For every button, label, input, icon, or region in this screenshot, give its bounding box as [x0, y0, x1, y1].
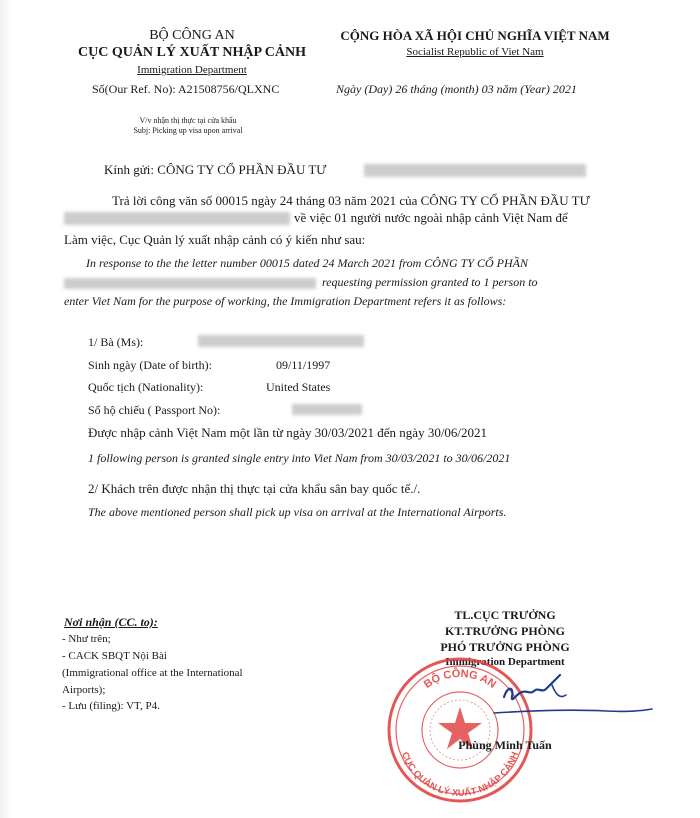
body-en-line1: In response to the the letter number 00015 dated 24 March 2021 from CÔNG TY CỔ PHẦN	[86, 256, 528, 270]
department-name-en: Immigration Department	[137, 64, 247, 76]
body-vn-line2: về việc 01 người nước ngoài nhập cảnh Việt Nam để	[294, 210, 568, 225]
recipient-line-5: - Lưu (filing): VT, P4.	[62, 700, 160, 712]
body-en-line3: enter Viet Nam for the purpose of working, the Immigration Department refers it as follows:	[64, 294, 507, 308]
document-date: Ngày (Day) 26 tháng (month) 03 năm (Year) 2021	[336, 82, 577, 96]
passport-label: Số hộ chiếu ( Passport No):	[88, 403, 221, 417]
visa-note-en: The above mentioned person shall pick up visa on arrival at the International Airports.	[88, 505, 507, 519]
name-label: 1/ Bà (Ms):	[88, 335, 144, 349]
subject-en: Subj: Picking up visa upon arrival	[133, 126, 243, 135]
body-vn-line1: Trả lời công văn số 00015 ngày 24 tháng 03 năm 2021 của CÔNG TY CỔ PHẦN ĐẦU TƯ	[112, 193, 590, 208]
handwritten-signature	[486, 665, 656, 740]
recipient-line-2: - CACK SBQT Nội Bài	[62, 650, 167, 662]
redacted-company-name-2	[64, 212, 290, 225]
recipients-title: Nơi nhận (CC. to):	[64, 615, 158, 629]
body-en-line2: requesting permission granted to 1 person to	[322, 275, 538, 289]
body-vn-line3: Làm việc, Cục Quản lý xuất nhập cảnh có ý kiến như sau:	[64, 232, 366, 247]
country-motto-en: Socialist Republic of Viet Nam	[406, 46, 544, 58]
ministry-name: BỘ CÔNG AN	[149, 28, 235, 43]
svg-text:BỘ CÔNG AN: BỘ CÔNG AN	[421, 667, 499, 691]
nationality-label: Quốc tịch (Nationality):	[88, 380, 204, 394]
redacted-company-name	[364, 164, 586, 177]
reference-number: Số(Our Ref. No): A21508756/QLXNC	[92, 82, 280, 96]
dob-value: 09/11/1997	[276, 358, 331, 372]
country-motto: CỘNG HÒA XÃ HỘI CHỦ NGHĨA VIỆT NAM	[340, 28, 610, 43]
entry-period-en: 1 following person is granted single entry into Viet Nam from 30/03/2021 to 30/06/2021	[88, 451, 511, 465]
entry-period-vn: Được nhập cảnh Việt Nam một lần từ ngày 30/03/2021 đến ngày 30/06/2021	[88, 425, 488, 440]
nationality-value: United States	[266, 380, 331, 394]
signer-name: Phùng Minh Tuấn	[458, 738, 552, 752]
addressee: Kính gửi: CÔNG TY CỔ PHẦN ĐẦU TƯ	[104, 162, 327, 177]
visa-note-vn: 2/ Khách trên được nhận thị thực tại cửa khẩu sân bay quốc tế./.	[88, 481, 421, 496]
dob-label: Sinh ngày (Date of birth):	[88, 358, 212, 372]
department-name: CỤC QUẢN LÝ XUẤT NHẬP CẢNH	[77, 45, 307, 60]
subject-vn: V/v nhận thị thực tại cửa khẩu	[139, 116, 237, 125]
signature-department-en: Immigration Department	[445, 656, 565, 668]
recipient-line-3: (Immigrational office at the International	[62, 667, 243, 679]
scan-edge-left	[0, 0, 14, 818]
redacted-passport-number	[292, 404, 362, 415]
redacted-person-name	[198, 335, 364, 347]
redacted-company-name-3	[64, 278, 316, 289]
signature-title-1: TL.CỤC TRƯỞNG	[454, 608, 556, 622]
svg-text:CỤC QUẢN LÝ XUẤT NHẬP CẢNH: CỤC QUẢN LÝ XUẤT NHẬP CẢNH	[398, 750, 522, 800]
signature-title-3: PHÓ TRƯỞNG PHÒNG	[440, 640, 570, 654]
recipient-line-4: Airports);	[62, 684, 106, 696]
recipient-line-1: - Như trên;	[62, 633, 111, 645]
signature-title-2: KT.TRƯỞNG PHÒNG	[445, 624, 565, 638]
